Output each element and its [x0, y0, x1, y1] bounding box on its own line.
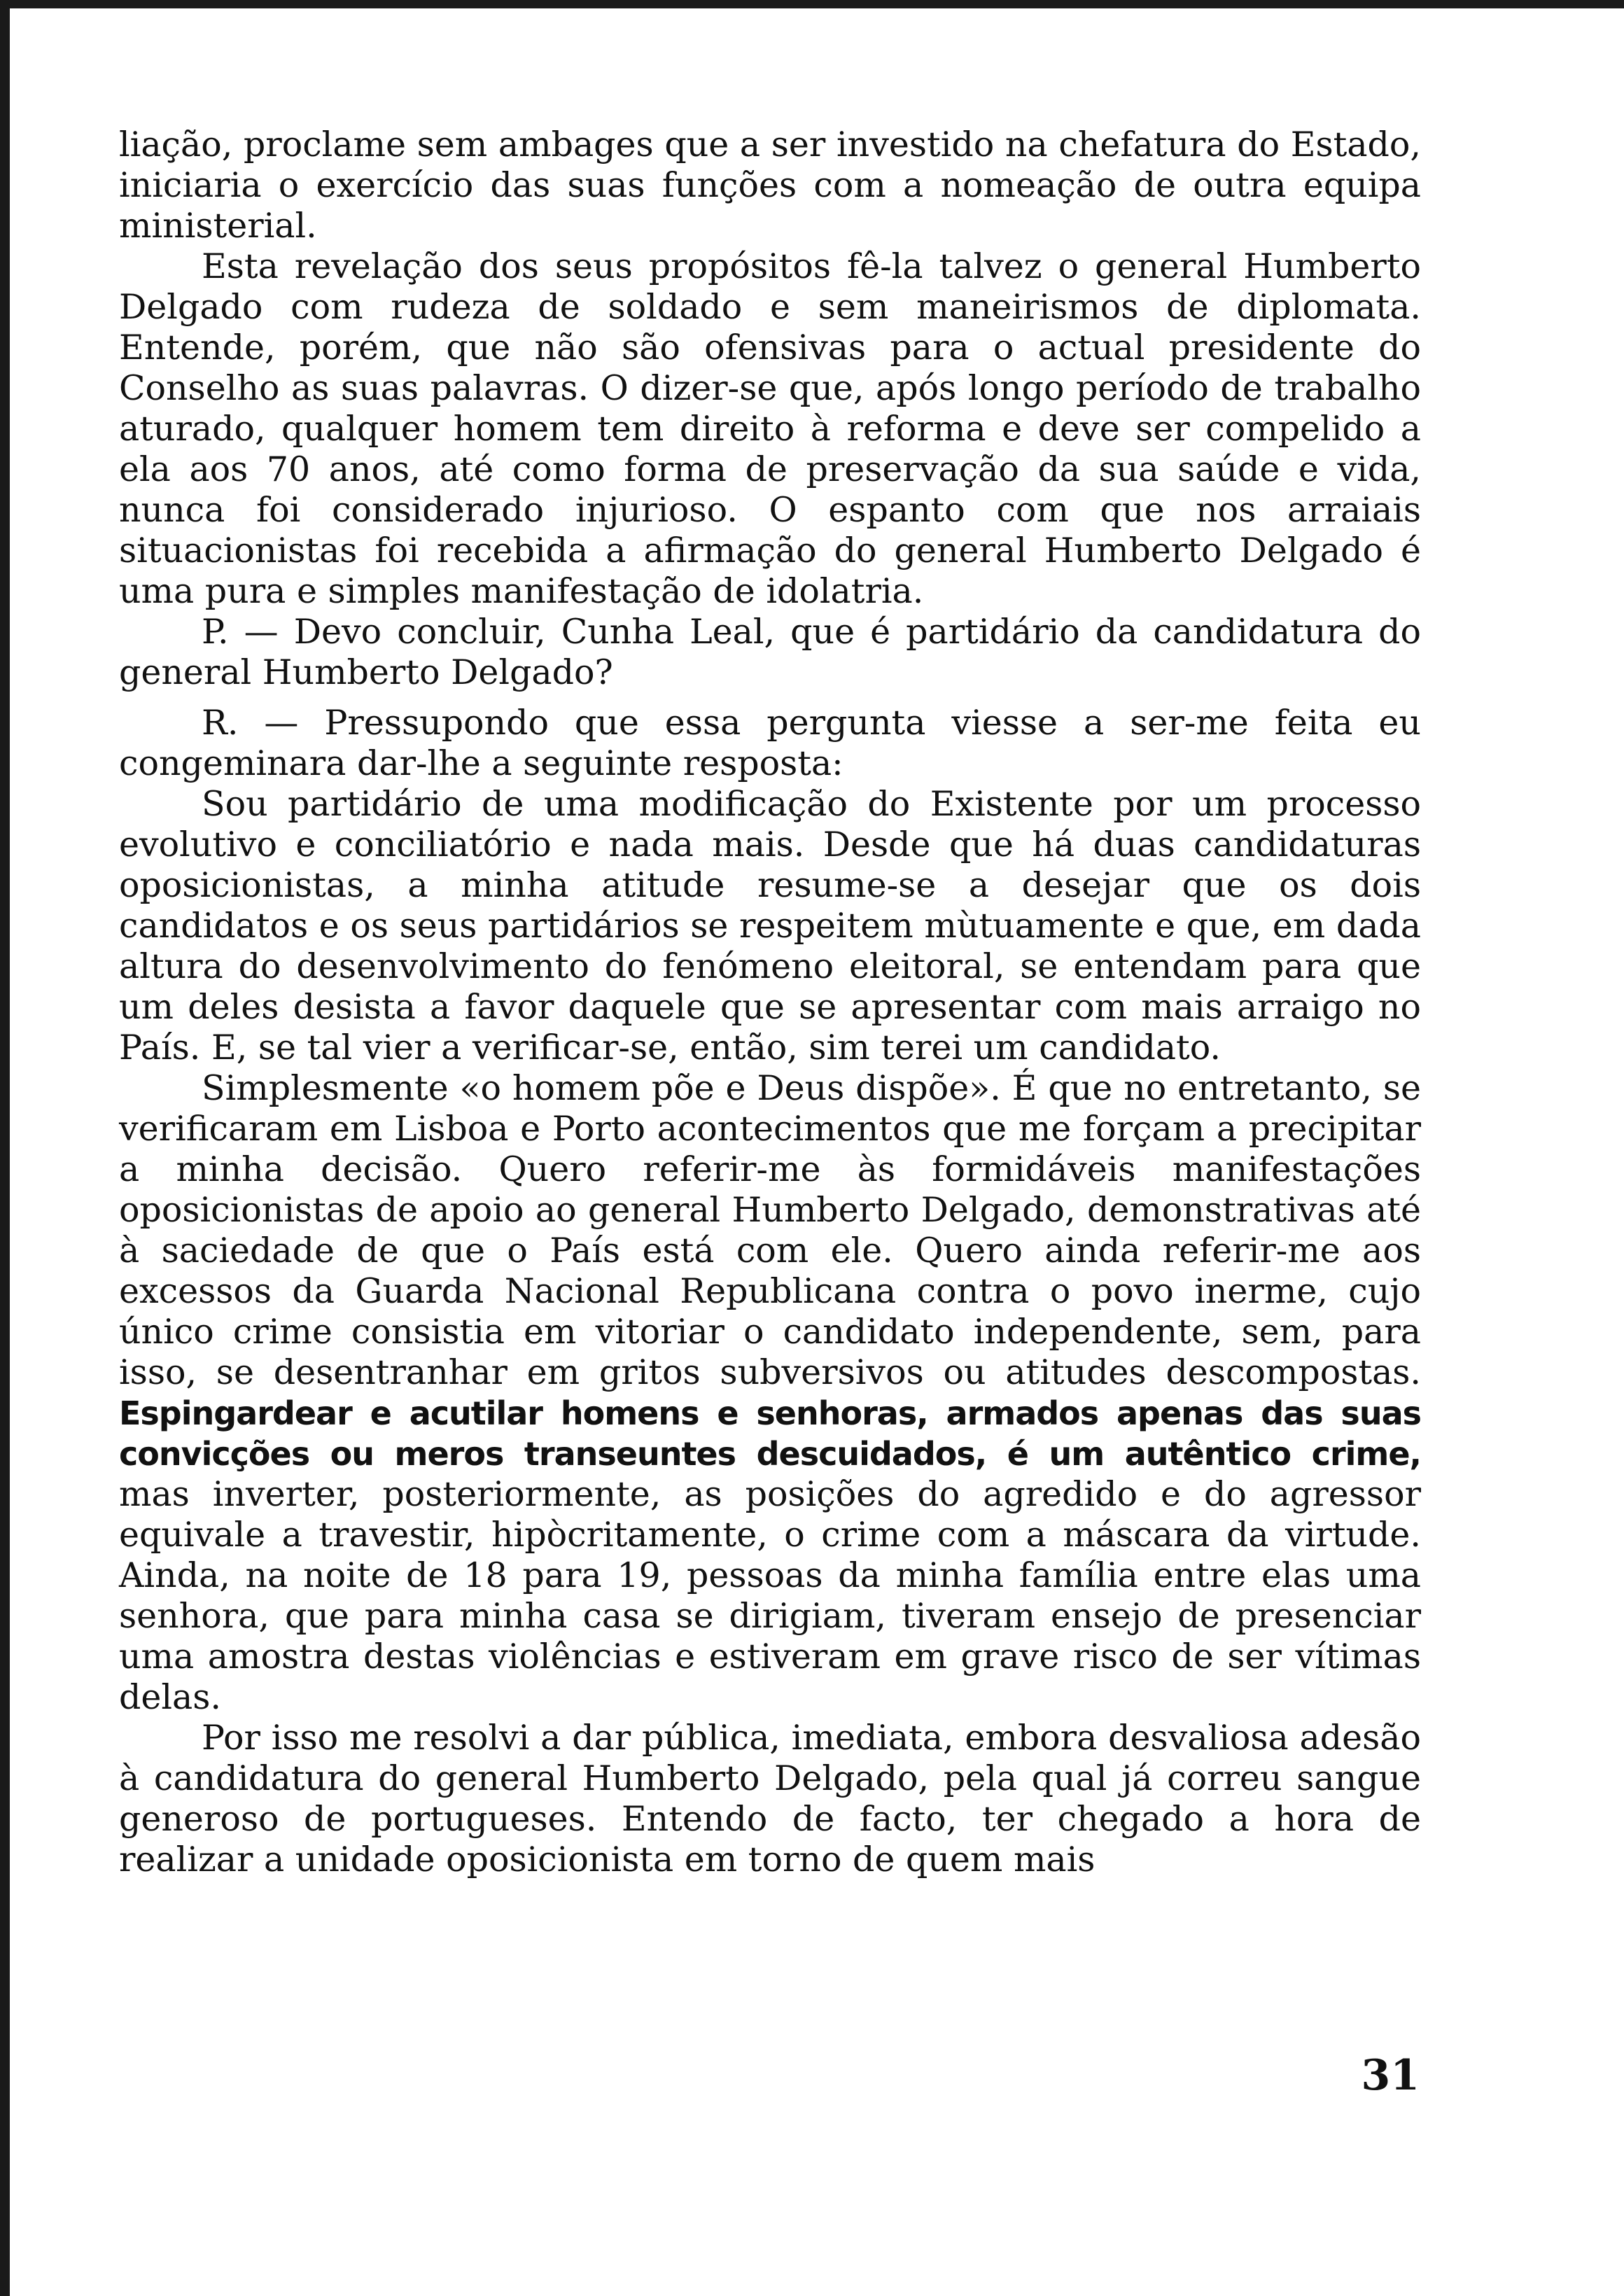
paragraph-6-tail: mas inverter, posteriormente, as posições do agredido e do agressor equivale a travestir, hipòcritamente, o crime com a máscara da virtude. Ainda, na noite de 18 para 19, pessoas da minha família entre elas uma senhora, que para minha casa se dirigiam, tiveram ensejo de presenciar uma amostra destas violências e estiveram em grave risco de ser vítimas delas. [119, 1474, 1421, 1717]
paragraph-1: liação, proclame sem ambages que a ser investido na chefatura do Estado, iniciaria o exercício das suas funções com a nomeação de outra equipa ministerial. [119, 125, 1421, 246]
page-border-left [0, 0, 10, 2296]
paragraph-answer: R. — Pressupondo que essa pergunta viesse a ser-me feita eu congeminara dar-lhe a seguinte resposta: [119, 703, 1421, 783]
body-text [119, 125, 1421, 1880]
page-border-top [0, 0, 1624, 8]
paragraph-2: Esta revelação dos seus propósitos fê-la talvez o general Humberto Delgado com rudeza de soldado e sem maneirismos de diplomata. Entende, porém, que não são ofensivas para o actual presidente do Conselho as suas palavras. O dizer-se que, após longo período de trabalho aturado, qualquer homem tem direito à reforma e deve ser compelido a ela aos 70 anos, até como forma de preservação da sua saúde e vida, nunca foi considerado injurioso. O espanto com que nos arraiais situacionistas foi recebida a afirmação do general Humberto Delgado é uma pura e simples manifestação de idolatria. [119, 246, 1421, 611]
paragraph-5: Sou partidário de uma modificação do Existente por um processo evolutivo e conciliatório e nada mais. Desde que há duas candidaturas oposicionistas, a minha atitude resume-se a desejar que os dois candidatos e os seus partidários se respeitem mùtuamente e que, em dada altura do desenvolvimento do fenómeno eleitoral, se entendam para que um deles desista a favor daquele que se apresentar com mais arraigo no País. E, se tal vier a verificar-se, então, sim terei um candidato. [119, 784, 1421, 1068]
paragraph-6-lead: Simplesmente «o homem põe e Deus dispõe». É que no entretanto, se verificaram em Lisboa e Porto acontecimentos que me forçam a precipitar a minha decisão. Quero referir-me às formidáveis manifestações oposicionistas de apoio ao general Humberto Delgado, demonstrativas até à saciedade de que o País está com ele. Quero ainda referir-me aos excessos da Guarda Nacional Republicana contra o povo inerme, cujo único crime consistia em vitoriar o candidato independente, sem, para isso, se desentranhar em gritos subversivos ou atitudes descompostas. [119, 1068, 1421, 1392]
paragraph-6 [119, 1068, 1421, 1718]
paragraph-7: Por isso me resolvi a dar pública, imediata, embora desvaliosa adesão à candidatura do general Humberto Delgado, pela qual já correu sangue generoso de portugueses. Entendo de facto, ter chegado a hora de realizar a unidade oposicionista em torno de quem mais [119, 1718, 1421, 1879]
emphasized-statement: Espingardear e acutilar homens e senhoras, armados apenas das suas convicções ou meros transeuntes descuidados, é um autêntico crime, [119, 1394, 1421, 1473]
page-number: 31 [1361, 2051, 1420, 2100]
paragraph-question: P. — Devo concluir, Cunha Leal, que é partidário da candidatura do general Humberto Delgado? [119, 612, 1421, 692]
